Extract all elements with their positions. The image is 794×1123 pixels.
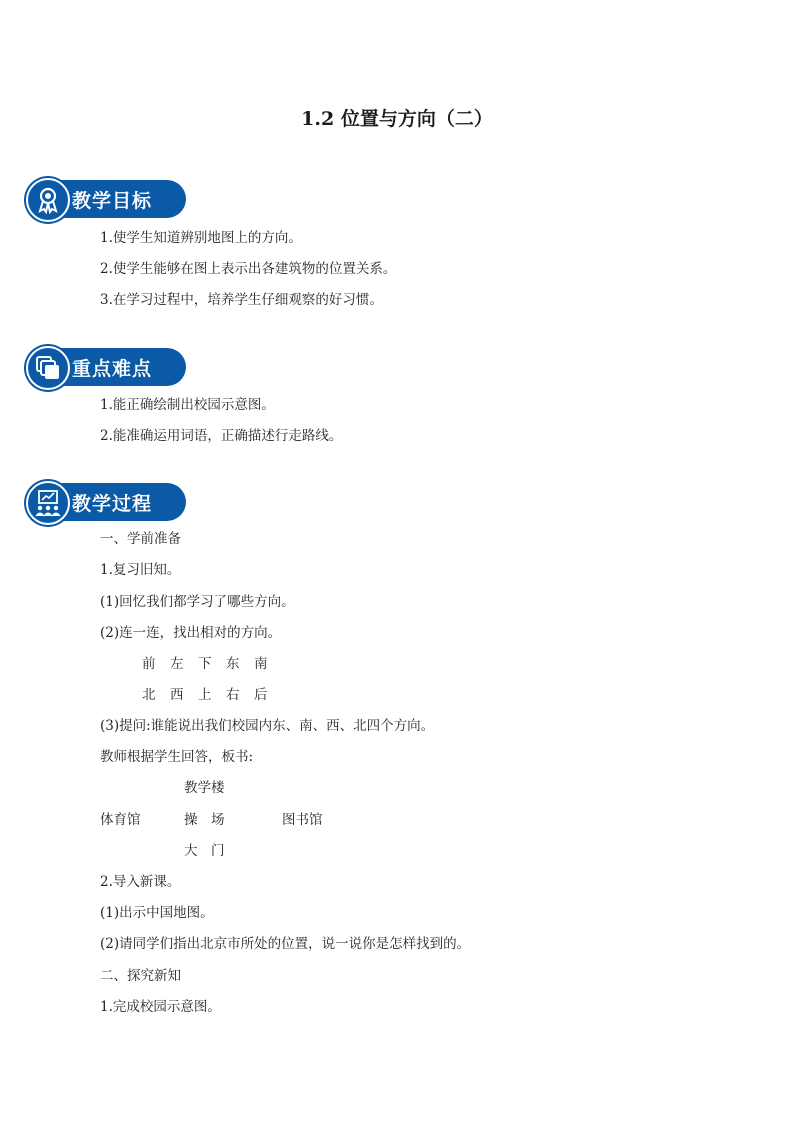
goal-item: 3.在学习过程中，培养学生仔细观察的好习惯。 xyxy=(100,292,383,308)
process-line: 一、学前准备 xyxy=(100,531,181,547)
goal-item: 1.使学生知道辨别地图上的方向。 xyxy=(100,230,302,246)
section-title: 教学过程 xyxy=(72,493,153,515)
match-word: 南 xyxy=(254,656,268,672)
board-building: 操 场 xyxy=(184,812,225,828)
process-line: (2)连一连，找出相对的方向。 xyxy=(100,625,282,641)
goal-item: 2.使学生能够在图上表示出各建筑物的位置关系。 xyxy=(100,261,397,277)
match-word: 左 xyxy=(170,656,184,672)
match-word: 右 xyxy=(226,687,240,703)
section-header-goals xyxy=(26,178,186,220)
process-line: (1)出示中国地图。 xyxy=(100,905,214,921)
board-building: 教学楼 xyxy=(184,780,225,796)
section-title: 教学目标 xyxy=(72,190,153,212)
match-word: 西 xyxy=(170,687,184,703)
documents-icon xyxy=(26,346,70,390)
match-word: 前 xyxy=(142,656,156,672)
page-title: 1.2 位置与方向（二） xyxy=(301,108,493,130)
board-building: 大 门 xyxy=(184,843,225,859)
section-header-process xyxy=(26,481,186,523)
match-word: 下 xyxy=(198,656,212,672)
match-word: 后 xyxy=(254,687,268,703)
match-word: 上 xyxy=(198,687,212,703)
process-line: 二、探究新知 xyxy=(100,968,181,984)
section-header-keypoints xyxy=(26,346,186,388)
match-word: 北 xyxy=(142,687,156,703)
presentation-audience-icon xyxy=(26,481,70,525)
process-line: (3)提问:谁能说出我们校园内东、南、西、北四个方向。 xyxy=(100,718,435,734)
process-line: (1)回忆我们都学习了哪些方向。 xyxy=(100,594,295,610)
keypoint-item: 2.能准确运用词语，正确描述行走路线。 xyxy=(100,428,343,444)
process-line: 2.导入新课。 xyxy=(100,874,181,890)
keypoint-item: 1.能正确绘制出校园示意图。 xyxy=(100,397,275,413)
process-line: 1.复习旧知。 xyxy=(100,562,181,578)
process-line: 教师根据学生回答，板书: xyxy=(100,749,254,765)
award-medal-icon xyxy=(26,178,70,222)
process-line: 1.完成校园示意图。 xyxy=(100,999,221,1015)
board-building: 体育馆 xyxy=(100,812,141,828)
match-word: 东 xyxy=(226,656,240,672)
process-line: (2)请同学们指出北京市所处的位置，说一说你是怎样找到的。 xyxy=(100,936,471,952)
board-building: 图书馆 xyxy=(282,812,323,828)
section-title: 重点难点 xyxy=(72,358,153,380)
